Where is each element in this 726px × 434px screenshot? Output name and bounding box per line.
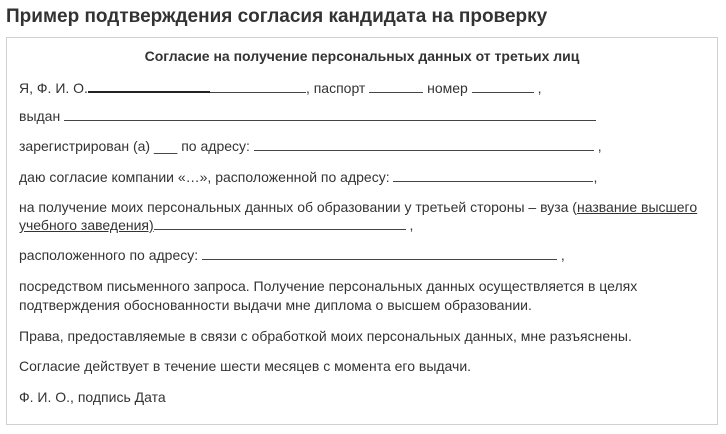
university-address-blank bbox=[202, 246, 557, 260]
registered-line bbox=[19, 137, 602, 155]
number-blank bbox=[472, 79, 534, 93]
line3-comma: , bbox=[597, 138, 602, 154]
line4-comma: , bbox=[593, 169, 598, 185]
consent-company-line bbox=[19, 168, 597, 186]
request-paragraph-row2: подтверждения обоснованности выдачи мне диплома о высшем образовании. bbox=[19, 297, 532, 313]
page-heading: Пример подтверждения согласия кандидата на проверку bbox=[6, 6, 548, 27]
education-data-text: на получение моих персональных данных об образовании у третьей стороны – вуза ( bbox=[19, 199, 577, 215]
education-data-line bbox=[19, 198, 697, 216]
signature-line: Ф. И. О., подпись Дата bbox=[19, 389, 166, 405]
rights-explained-text: Права, предоставляемые в связи с обработкой моих персональных данных, мне разъяснены. bbox=[19, 328, 632, 344]
university-name-placeholder: название высшего bbox=[576, 199, 698, 215]
fio-label: Я, Ф. И. О. bbox=[19, 80, 88, 96]
education-data-line-2 bbox=[19, 216, 413, 234]
number-label: номер bbox=[427, 80, 468, 96]
issued-blank bbox=[64, 107, 596, 121]
fio-blank-bold bbox=[88, 78, 210, 93]
consent-document bbox=[6, 37, 718, 425]
passport-label: , паспорт bbox=[305, 80, 366, 96]
registered-label: зарегистрирован (а) ___ по адресу: bbox=[19, 138, 250, 154]
university-address-line bbox=[19, 246, 565, 264]
university-blank bbox=[154, 216, 406, 230]
fio-blank bbox=[210, 79, 306, 93]
registered-blank bbox=[254, 137, 594, 151]
university-address-label: расположенного по адресу: bbox=[19, 247, 199, 263]
line5-comma: , bbox=[409, 217, 414, 233]
issued-label: выдан bbox=[19, 108, 61, 124]
fio-passport-line bbox=[19, 78, 542, 97]
university-name-placeholder-cont: учебного заведения) bbox=[19, 217, 154, 233]
validity-text: Согласие действует в течение шести месяцев с момента его выдачи. bbox=[19, 358, 472, 374]
company-address-blank bbox=[393, 168, 593, 182]
consent-company-label: даю согласие компании «…», расположенной по адресу: bbox=[19, 169, 390, 185]
document-title: Согласие на получение персональных данных от третьих лиц bbox=[144, 48, 580, 64]
request-paragraph-row1: посредством письменного запроса. Получение персональных данных осуществляется в целях bbox=[19, 278, 638, 294]
line6-comma: , bbox=[560, 247, 565, 263]
line1-comma: , bbox=[537, 80, 542, 96]
issued-line bbox=[19, 107, 596, 125]
passport-blank bbox=[369, 79, 423, 93]
